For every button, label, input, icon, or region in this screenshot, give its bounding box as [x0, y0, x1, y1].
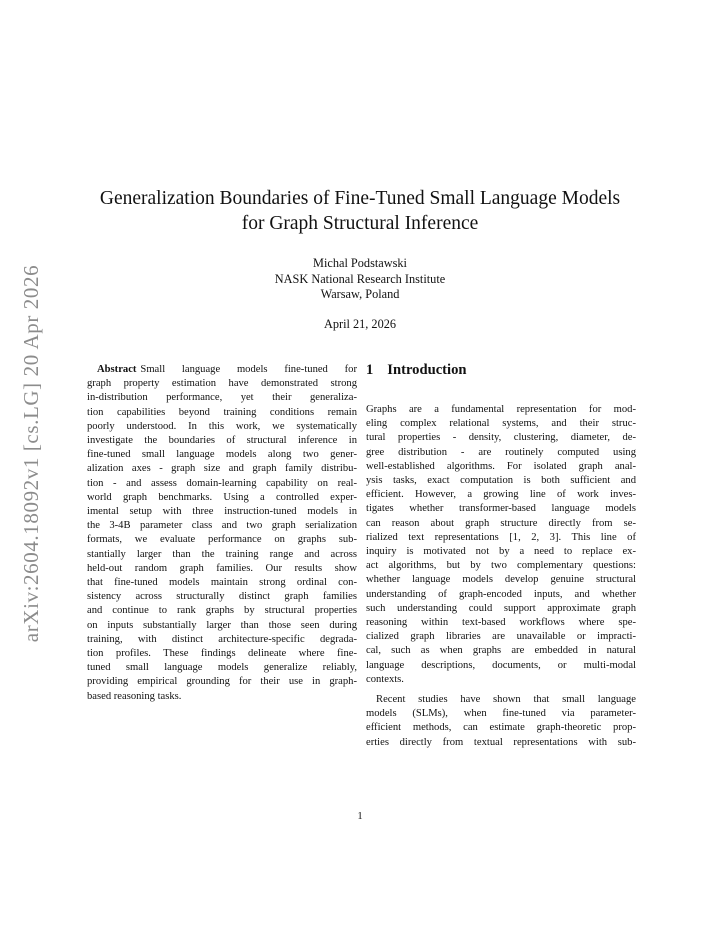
abstract-line: held-out random graph families. Our results show [87, 562, 357, 574]
abstract-line: formats, we evaluate performance on graphs sub- [87, 534, 357, 546]
abstract-line: world graph benchmarks. Using a controlled exper- [87, 491, 357, 503]
paper-title [60, 186, 660, 236]
paragraph-line: Recent studies have shown that small language [376, 694, 636, 706]
paragraph-line: act algorithms, but by two complementary questions: [366, 560, 636, 572]
abstract-line [87, 363, 357, 377]
title-line: for Graph Structural Inference [241, 213, 479, 234]
abstract-label: Abstract [97, 364, 137, 375]
paragraph-line: Graphs are a fundamental representation for mod- [366, 404, 636, 415]
abstract-line: fine-tuned small language models along two gener- [87, 449, 357, 461]
paper-date: April 21, 2026 [323, 317, 397, 331]
intro-paragraph [366, 693, 636, 750]
paragraph-line: gree distribution - are routinely computed using [366, 446, 636, 458]
paragraph-line: erties directly from textual representations with sub- [366, 736, 636, 748]
author-block [60, 256, 660, 303]
abstract-line: poorly understood. In this work, we systematically [87, 420, 357, 432]
abstract-line: tion - and assess domain-learning capability on real- [87, 477, 357, 489]
abstract-line: training, with distinct architecture-specific degrada- [87, 633, 357, 645]
abstract-line: tion profiles. These findings delineate where fine- [87, 648, 357, 660]
author-location: Warsaw, Poland [320, 287, 400, 301]
abstract-column [87, 363, 357, 704]
paragraph-line: reasoning within text-based workflows where spe- [366, 617, 636, 629]
abstract-line: based reasoning tasks. [87, 690, 182, 702]
paragraph-line: efficient. However, a growing line of work inves- [366, 489, 636, 501]
abstract-line: the 3-4B parameter class and two graph serialization [87, 520, 357, 532]
abstract-line: providing empirical grounding for their use in graph- [87, 676, 357, 688]
paragraph-line: tigates whether transformer-based language models [366, 503, 636, 515]
paragraph-line: understanding of graph-encoded inputs, and whether [366, 588, 636, 600]
paragraph-line: contexts. [366, 673, 404, 685]
paragraph-line: can reason about graph structure directly from se- [366, 517, 636, 529]
paragraph-line: tural properties - density, clustering, diameter, de- [366, 432, 636, 444]
paragraph-line: language descriptions, documents, or multi-modal [366, 659, 636, 671]
paragraph-line: well-established algorithms. For isolated graph anal- [366, 460, 636, 472]
paragraph-line: models (SLMs), when fine-tuned via parameter- [366, 708, 636, 720]
paragraph-line: such understanding could support approximate graph [366, 602, 636, 614]
abstract-line-text: Small language models fine-tuned for [140, 364, 357, 375]
paragraph-line: whether language models develop genuine structural [366, 574, 636, 586]
section-title: Introduction [387, 362, 467, 378]
abstract-line: graph property estimation have demonstrated strong [87, 378, 357, 390]
abstract-line: tion capabilities beyond training conditions remain [87, 406, 357, 418]
intro-paragraph [366, 403, 636, 687]
abstract-line: on inputs substantially larger than those seen during [87, 619, 357, 631]
abstract-line: imental setup with three instruction-tuned models in [87, 506, 357, 518]
section-heading [366, 361, 636, 379]
paragraph-line: rialized text representations [1, 2, 3]. This line of [366, 531, 636, 543]
paragraph-line: ysis tasks, exact computation is both sufficient and [366, 475, 636, 487]
abstract-line: tuned small language models generalize reliably, [87, 662, 357, 674]
abstract-line: that fine-tuned models maintain strong ordinal con- [87, 577, 357, 589]
abstract-line: stantially larger than the training range and across [87, 548, 357, 560]
paragraph-line: efficient methods, can estimate graph-theoretic prop- [366, 722, 636, 734]
introduction-column [366, 361, 636, 750]
abstract-line: sistency across structurally distinct graph families [87, 591, 357, 603]
author-affiliation: NASK National Research Institute [274, 271, 446, 286]
title-line: Generalization Boundaries of Fine-Tuned Small Language Models [99, 188, 621, 209]
abstract-line: in-distribution performance, yet their generaliza- [87, 392, 357, 404]
paragraph-line: eling complex relational systems, and their struc- [366, 418, 636, 430]
author-name: Michal Podstawski [313, 256, 407, 270]
abstract-line: and continue to rank graphs by structural properties [87, 605, 357, 617]
abstract-line: investigate the boundaries of structural inference in [87, 435, 357, 447]
paragraph-line: cialized graph libraries are unavailable or impracti- [366, 631, 636, 643]
abstract-line: alization axes - graph size and graph family distribu- [87, 463, 357, 475]
paragraph-line: inquiry is motivated not by a need to replace ex- [366, 546, 636, 558]
page-number: 1 [357, 811, 363, 822]
section-number: 1 [366, 362, 374, 378]
arxiv-identifier-text: arXiv:2604.18092v1 [cs.LG] 20 Apr 2026 [19, 264, 44, 642]
arxiv-identifier-stamp [12, 258, 52, 648]
paragraph-line: cal, such as when graphs are embedded in natural [366, 645, 636, 657]
